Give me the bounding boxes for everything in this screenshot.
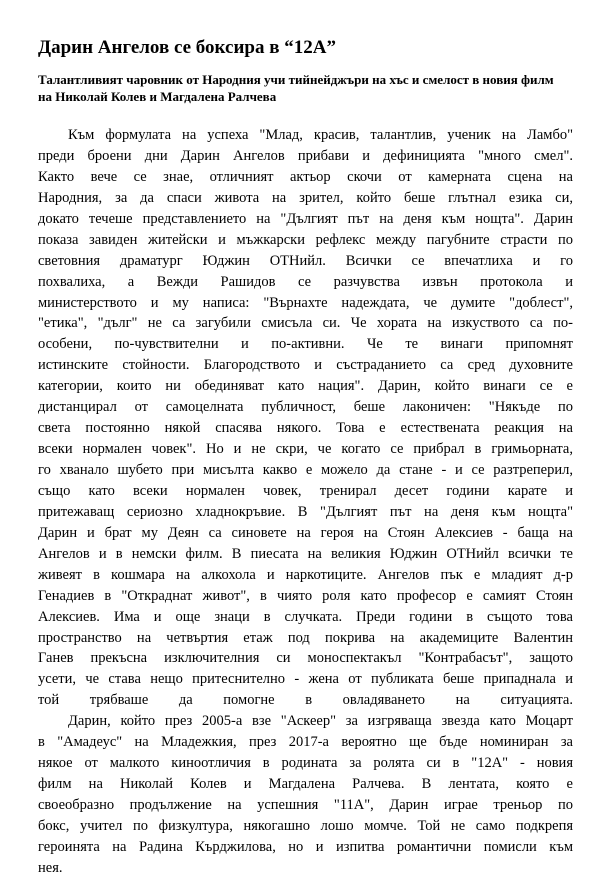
body-line: Ангелов и в немски филм. В пиесата на великия Юджин ОТНийл всички те	[38, 545, 573, 562]
body-line: особени, по-чувствителни и по-активни. Че те винаги припомнят	[38, 336, 573, 353]
body-line: истинските стойности. Благородството и състраданието са сред духовните	[38, 357, 573, 374]
body-line: показа завиден житейски и мъжкарски рефлекс между пагубните страсти по	[38, 231, 573, 248]
article-headline: Дарин Ангелов се боксира в “12А”	[38, 37, 336, 58]
article-body	[38, 125, 573, 879]
body-line: героинята на Радина Кърджилова, но и изпитва романтични помисли към	[38, 838, 573, 855]
body-line: живеят в кошмара на алкохола и наркотиците. Ангелов пък е младият д-р	[38, 566, 573, 583]
body-line: преди броени дни Дарин Ангелов прибави и дефиницията "много смел".	[38, 147, 573, 164]
body-line: Алексиев. Има и още знаци в случката. Преди години в същото това	[38, 608, 573, 625]
body-line: Дарин, който през 2005-а взе "Аскеер" за изгряваща звезда като Моцарт	[68, 713, 573, 730]
body-line: също като всеки нормален човек, тренирал десет години карате и	[38, 482, 573, 499]
body-line: света постоянно някой спасява някого. Това е естествената реакция на	[38, 420, 573, 437]
body-line: "етика", "дълг" не са загубили смисъла си. Че хората на изкуството са по-	[38, 315, 573, 332]
body-line: дистанцирал от самоцелната публичност, беше лаконичен: "Някъде по	[38, 399, 573, 416]
body-line: Ганев прекъсна изключителния си моноспектакъл "Контрабасът", защото	[38, 650, 573, 667]
body-line: Както вече се знае, отличният актьор скочи от камерната сцена на	[38, 168, 573, 185]
body-line: някое от малкото киноотличия в родината за ролята си в "12А" - новия	[38, 755, 573, 772]
body-line: световния драматург Юджин ОТНийл. Всички се впечатлиха и го	[38, 252, 573, 269]
body-line: филм на Николай Колев и Магдалена Ралчева. В лентата, която е	[38, 776, 573, 793]
body-line: Дарин и брат му Деян са синовете на героя на Стоян Алексиев - баща на	[38, 524, 573, 541]
body-line: в "Амадеус" на Младежкия, през 2017-а вероятно ще бъде номиниран за	[38, 734, 573, 751]
body-line: категории, които ни обединяват като нация". Дарин, който винаги се е	[38, 378, 573, 395]
body-line: нея.	[38, 859, 63, 876]
body-line: Народния, за да спаси живота на зрител, който беше глътнал езика си,	[38, 189, 573, 206]
body-line: усети, че става нещо притеснително - жена от публиката беше припаднала и	[38, 671, 573, 688]
body-line: бокс, учител по физкултура, някогашно лошо момче. Той не само подкрепя	[38, 817, 573, 834]
body-line: притежаващ сериозно хладнокръвие. В "Дългият път на деня към нощта"	[38, 503, 573, 520]
body-line: Към формулата на успеха "Млад, красив, талантлив, ученик на Ламбо"	[68, 127, 573, 143]
body-line: пространство на четвъртия етаж под покрива на академиците Валентин	[38, 629, 573, 646]
body-line: Генадиев в "Откраднат живот", в чиято роля като професор е самият Стоян	[38, 587, 573, 604]
body-line: докато течеше представлението на "Дългият път на деня към нощта". Дарин	[38, 210, 573, 227]
body-line: похвалиха, а Вежди Рашидов се разчувства извън протокола и	[38, 273, 573, 290]
body-line: той трябваше да помогне в овладяването на ситуацията.	[38, 692, 573, 709]
body-line: всеки нормален човек". Но и не скри, че когато се прибрал в гримьорната,	[38, 441, 573, 458]
body-line: го хванало шубето при мисълта какво е можело да стане - и се разтреперил,	[38, 462, 573, 478]
body-line: своеобразно продължение на успешния "11А", Дарин играе треньор по	[38, 797, 573, 813]
article-subtitle: Талантливият чаровник от Народния учи тийнейджъри на хъс и смелост в новия филм на Николай Колев и Магдалена Ралчева	[38, 72, 554, 104]
body-line: министерството и му написа: "Върнахте надеждата, че думите "доблест",	[38, 294, 573, 311]
